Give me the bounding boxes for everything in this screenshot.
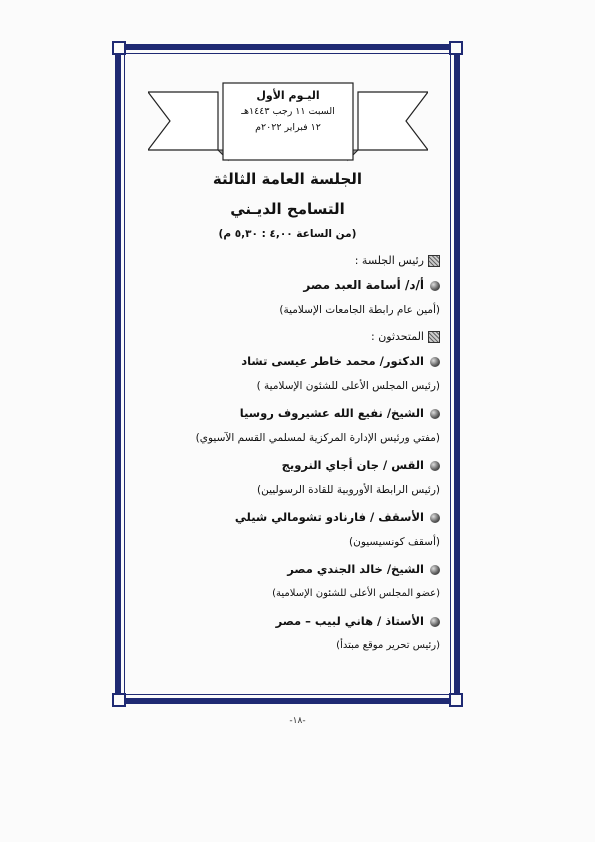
speaker-name: الأستاذ / هاني لبيب – مصر: [275, 614, 424, 628]
hijri-date: السبت ١١ رجب ١٤٤٣هـ: [241, 106, 335, 117]
speaker-name: القس / جان أجاي النرويج: [281, 458, 424, 472]
speakers-heading-row: [135, 330, 440, 343]
chair-heading-row: [135, 254, 440, 267]
corner-ornament-br: [449, 693, 463, 707]
speaker-role: (رئيس الرابطة الأوروبية للقادة الرسوليين): [257, 484, 440, 496]
chair-name-row: [135, 278, 440, 292]
round-bullet-icon: [430, 281, 440, 291]
round-bullet-icon: [430, 617, 440, 627]
round-bullet-icon: [430, 513, 440, 523]
speaker-role: (مفتي ورئيس الإدارة المركزية لمسلمي القسم الآسيوي): [195, 432, 440, 444]
speaker-name-row: [135, 510, 440, 524]
speaker-role: (عضو المجلس الأعلى للشئون الإسلامية): [272, 588, 440, 599]
chair-name: أ/د/ أسامة العبد مصر: [303, 278, 424, 292]
round-bullet-icon: [430, 357, 440, 367]
session-title: الجلسة العامة الثالثة: [212, 170, 363, 188]
corner-ornament-bl: [112, 693, 126, 707]
speaker-name-row: [135, 354, 440, 368]
day-banner: [148, 78, 428, 168]
corner-ornament-tl: [112, 41, 126, 55]
speaker-name: الشيخ/ نفيع الله عشيروف روسيا: [239, 406, 424, 420]
speaker-name: الأسقف / فارنادو تشومالي شيلي: [234, 510, 424, 524]
speaker-name-row: [135, 614, 440, 628]
speaker-role: (رئيس تحرير موقع مبتدأ): [336, 640, 440, 651]
speaker-role: (أسقف كونسيسيون): [349, 536, 440, 548]
speaker-name: الدكتور/ محمد خاطر عيسى تشاد: [241, 354, 424, 368]
round-bullet-icon: [430, 409, 440, 419]
round-bullet-icon: [430, 565, 440, 575]
speaker-name: الشيخ/ خالد الجندي مصر: [287, 562, 424, 576]
speakers-heading: المتحدثون :: [371, 330, 424, 343]
corner-ornament-tr: [449, 41, 463, 55]
page-number: -١٨-: [289, 716, 306, 726]
chair-role: (أمين عام رابطة الجامعات الإسلامية): [279, 304, 440, 316]
speaker-name-row: [135, 562, 440, 576]
session-topic: التسامح الديـني: [230, 200, 345, 218]
session-time: (من الساعة ٤,٠٠ : ٥,٣٠ م): [218, 228, 357, 240]
speaker-name-row: [135, 406, 440, 420]
gregorian-date: ١٢ فبراير ٢٠٢٢م: [255, 122, 321, 133]
speaker-name-row: [135, 458, 440, 472]
round-bullet-icon: [430, 461, 440, 471]
chair-heading: رئيس الجلسة :: [354, 254, 424, 267]
day-label: اليـوم الأول: [256, 89, 320, 102]
square-bullet-icon: [428, 331, 440, 343]
square-bullet-icon: [428, 255, 440, 267]
speaker-role: (رئيس المجلس الأعلى للشئون الإسلامية ): [256, 380, 440, 392]
